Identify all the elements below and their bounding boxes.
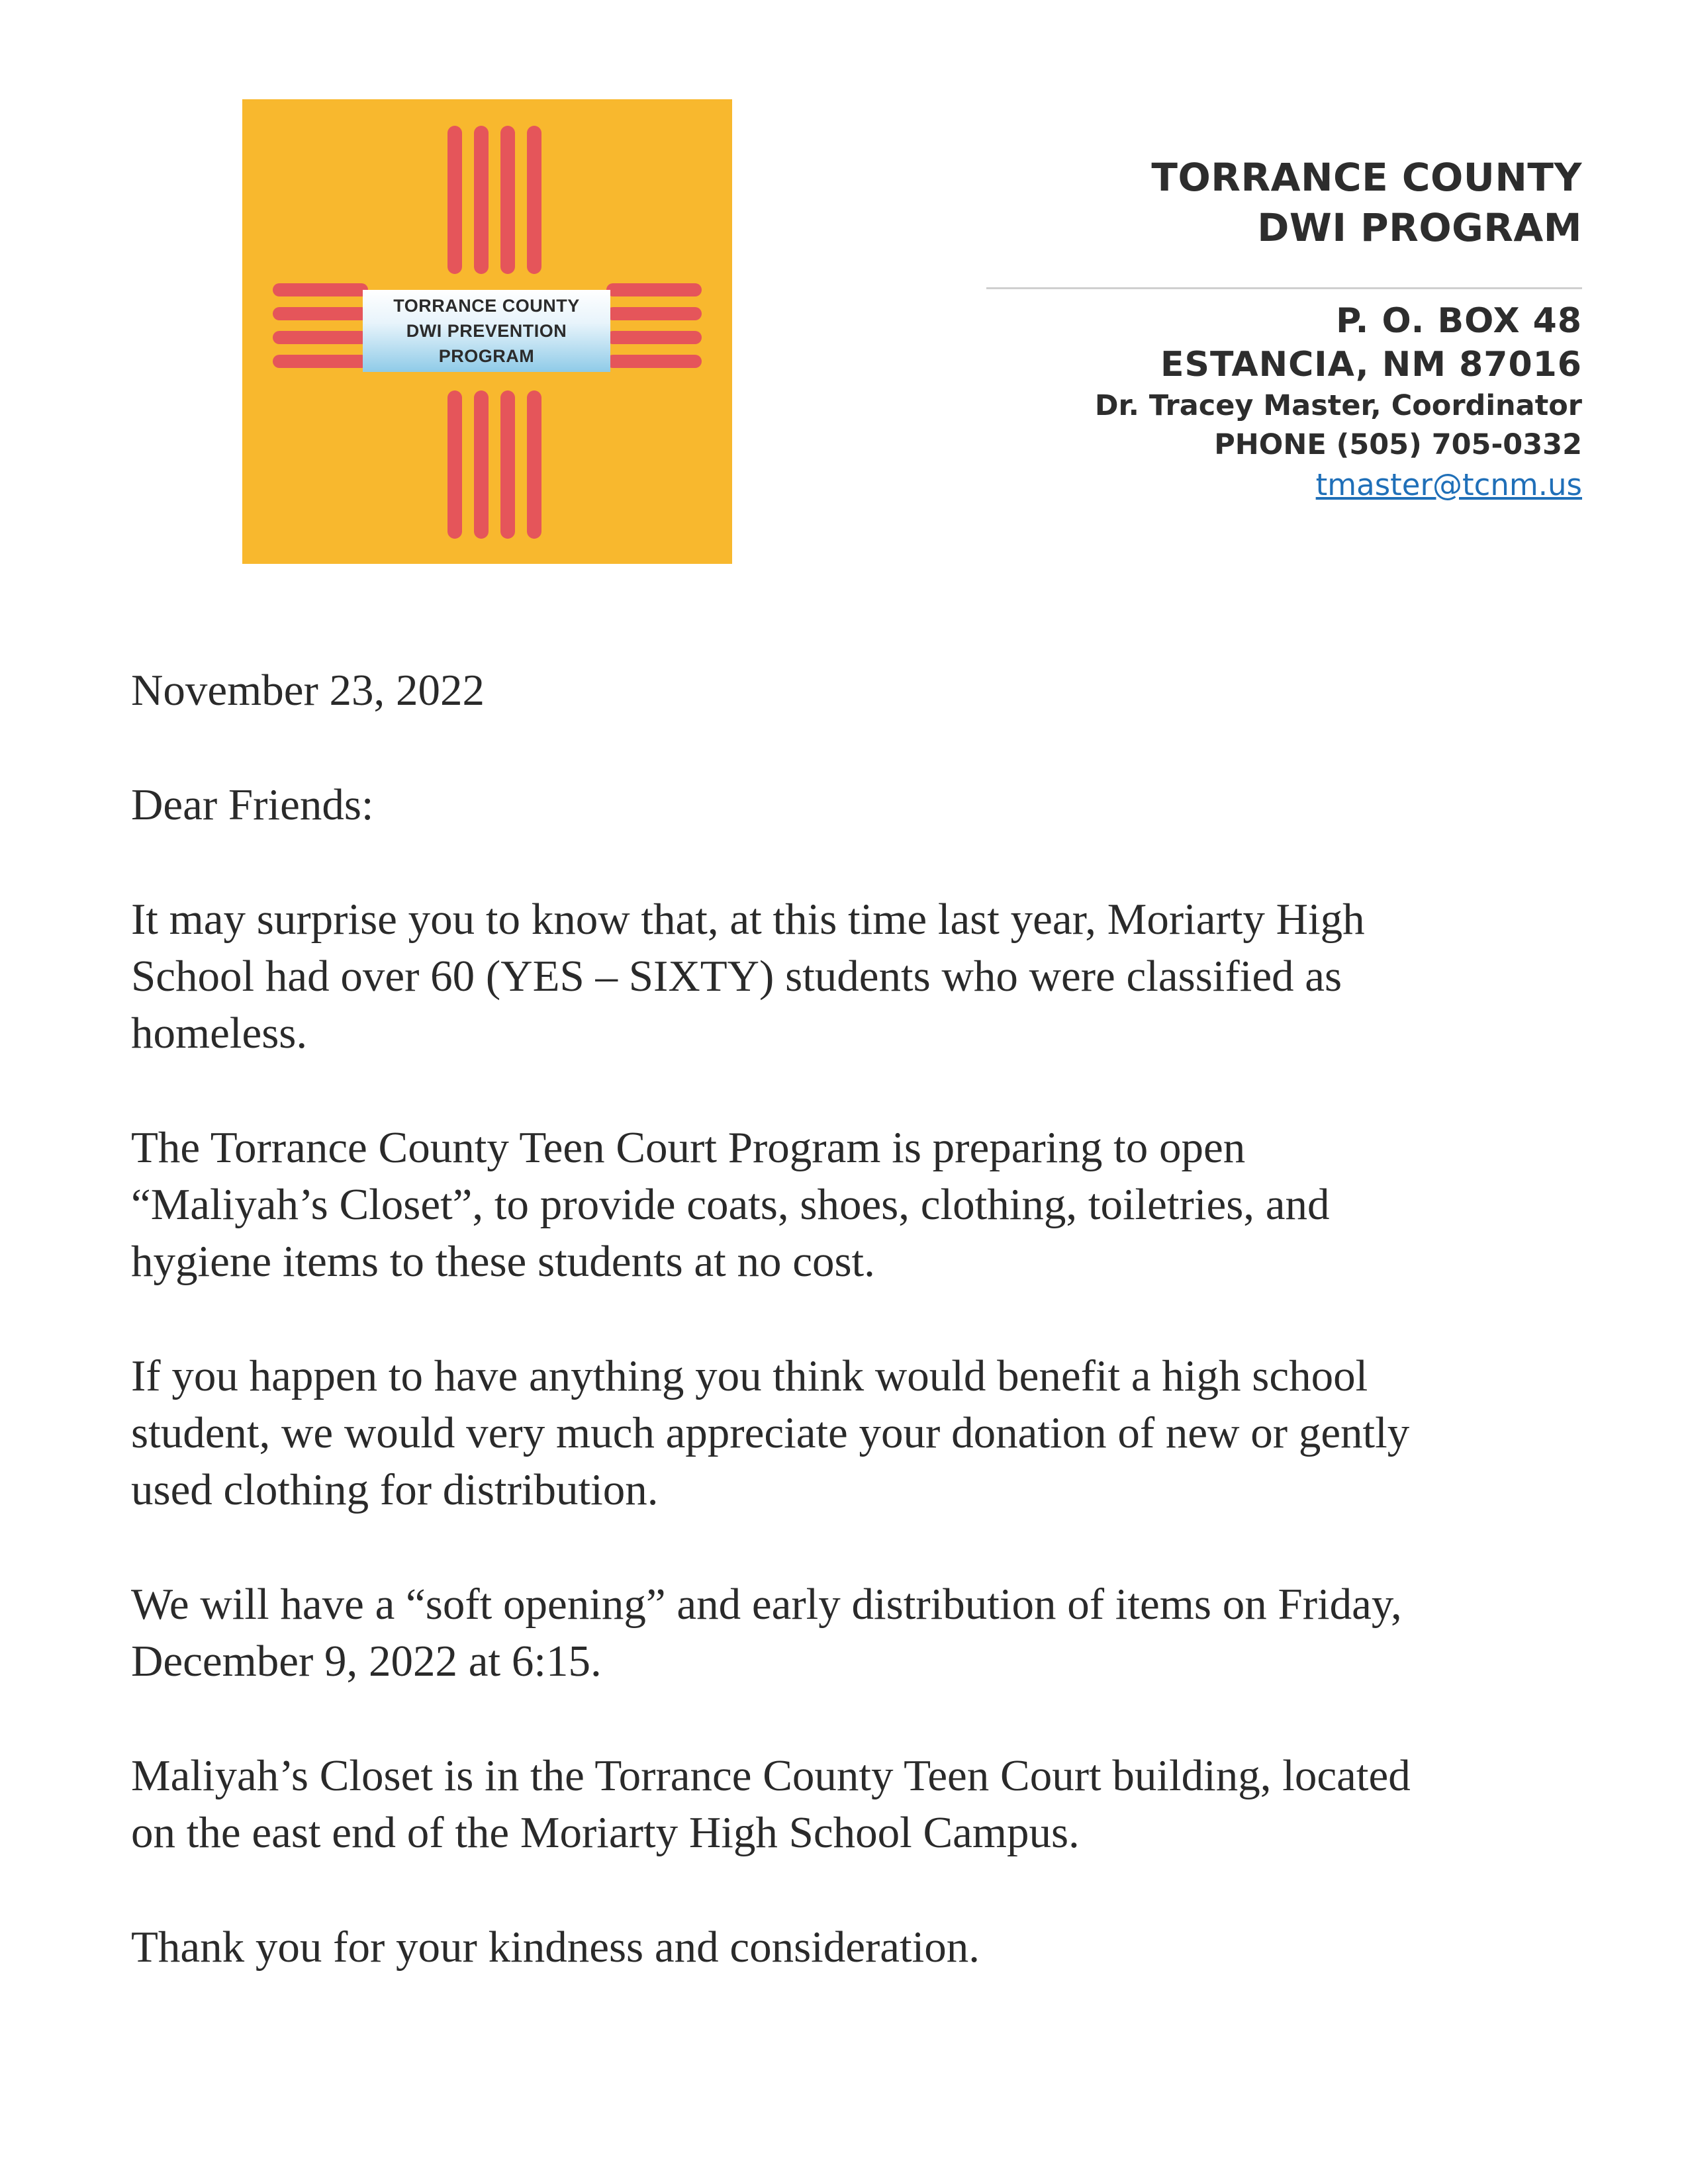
logo-label: [363, 290, 610, 372]
city-state-zip: ESTANCIA, NM 87016: [1160, 345, 1582, 385]
paragraph: It may surprise you to know that, at this time last year, Moriarty High School had over 60 (YES – SIXTY) students who were classified as homeless.: [131, 895, 1365, 1058]
letterhead-contact: [986, 299, 1582, 506]
logo-label-line: DWI PREVENTION: [406, 321, 567, 341]
coordinator: Dr. Tracey Master, Coordinator: [1094, 389, 1582, 422]
logo-label-line: TORRANCE COUNTY: [393, 296, 580, 316]
paragraph: Maliyah’s Closet is in the Torrance County Teen Court building, located on the east end of the Moriarty High School Campus.: [131, 1751, 1411, 1857]
letter-body: [131, 662, 1601, 2033]
paragraph: Thank you for your kindness and consideration.: [131, 1923, 980, 1972]
paragraph: We will have a “soft opening” and early distribution of items on Friday, December 9, 2022 at 6:15.: [131, 1580, 1402, 1686]
logo-label-line: PROGRAM: [438, 346, 535, 366]
letterhead-organization: [986, 152, 1582, 253]
letterhead-divider: [986, 287, 1582, 289]
letter-date: November 23, 2022: [131, 666, 485, 715]
dwi-program-logo: [242, 99, 732, 564]
phone: PHONE (505) 705-0332: [1214, 428, 1582, 461]
po-box: P. O. BOX 48: [1336, 301, 1582, 341]
org-name-line: TORRANCE COUNTY: [1151, 155, 1582, 200]
org-name-line: DWI PROGRAM: [1257, 205, 1582, 250]
paragraph: If you happen to have anything you think would benefit a high school student, we would very much appreciate your donation of new or gently used clothing for distribution.: [131, 1351, 1410, 1514]
email-link[interactable]: tmaster@tcnm.us: [1315, 467, 1582, 502]
salutation: Dear Friends:: [131, 780, 374, 829]
paragraph: The Torrance County Teen Court Program is preparing to open “Maliyah’s Closet”, to provide coats, shoes, clothing, toiletries, and hygiene items to these students at no cost.: [131, 1123, 1330, 1286]
